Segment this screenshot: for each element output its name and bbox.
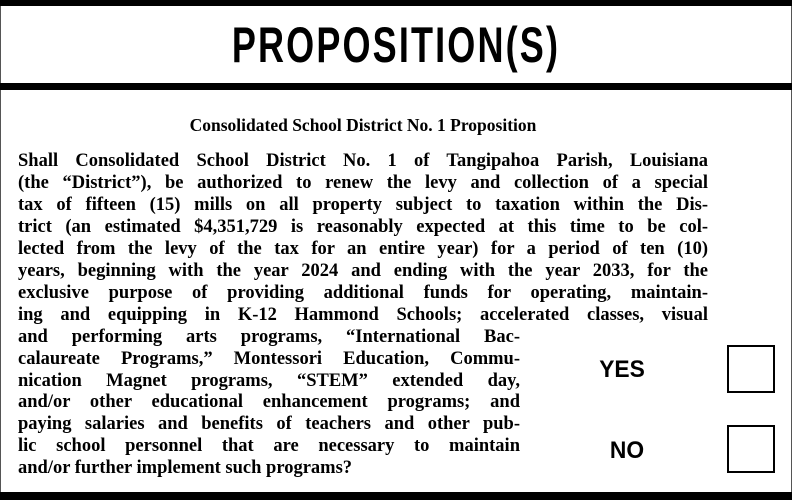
ballot-header: [0, 8, 792, 83]
proposition-line: (the “District”), be authorized to renew the levy and collection of a special: [18, 172, 708, 193]
no-label: NO: [609, 437, 645, 464]
proposition-title: Consolidated School District No. 1 Proposition: [189, 115, 537, 135]
proposition-line: and performing arts programs, “International Bac-: [18, 326, 520, 347]
proposition-line: exclusive purpose of providing additional funds for operating, maintain-: [18, 282, 708, 303]
proposition-line: lected from the levy of the tax for an entire year) for a period of ten (10): [18, 238, 708, 259]
proposition-line: trict (an estimated $4,351,729 is reasonably expected at this time to be col-: [18, 216, 708, 237]
bottom-rule: [0, 492, 792, 500]
proposition-line: and/or further implement such programs?: [18, 458, 353, 479]
proposition-line: tax of fifteen (15) mills on all property subject to taxation within the Dis-: [18, 194, 708, 215]
proposition-line: nication Magnet programs, “STEM” extended day,: [18, 370, 520, 391]
header-rule: [0, 83, 792, 90]
proposition-line: Shall Consolidated School District No. 1 of Tangipahoa Parish, Louisiana: [18, 151, 708, 171]
proposition-line: years, beginning with the year 2024 and ending with the year 2033, for the: [18, 260, 708, 281]
page-title: PROPOSITION(S): [231, 17, 561, 73]
proposition-line: paying salaries and benefits of teachers and other pub-: [18, 414, 520, 435]
proposition-line: ing and equipping in K-12 Hammond Schools; accelerated classes, visual: [18, 304, 708, 325]
proposition-line: calaureate Programs,” Montessori Education, Commu-: [18, 348, 520, 369]
top-rule: [0, 0, 792, 6]
yes-checkbox[interactable]: [727, 345, 775, 393]
yes-label: YES: [599, 356, 645, 383]
proposition-line: and/or other educational enhancement programs; and: [18, 392, 520, 413]
no-checkbox[interactable]: [727, 425, 775, 473]
proposition-line: lic school personnel that are necessary to maintain: [18, 436, 520, 457]
